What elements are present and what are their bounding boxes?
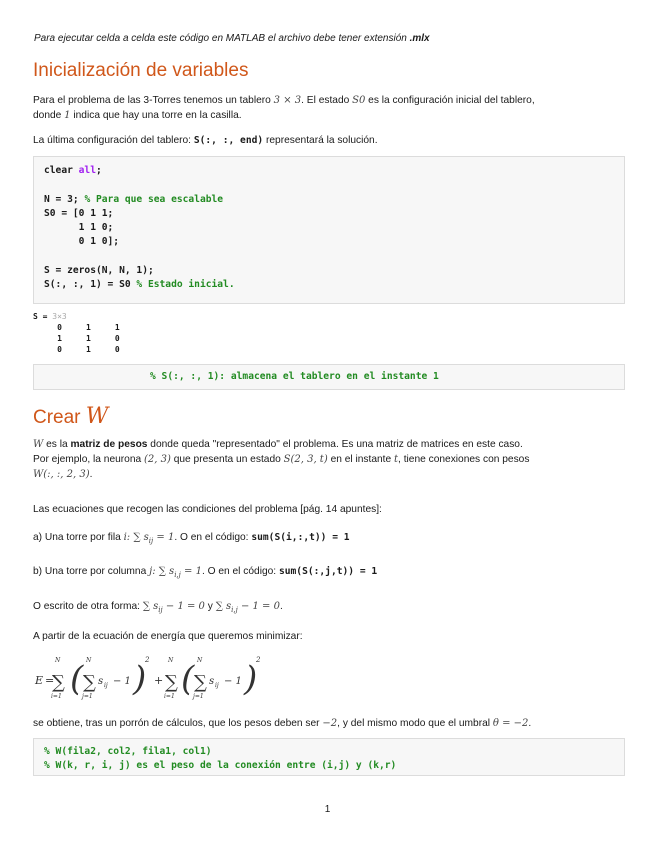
output-S: S = 3×3 0 1 1 1 1 0 0 1 0 [33,312,120,354]
svg-text:): ) [244,659,258,699]
svg-text:N: N [55,657,61,664]
svg-text:ij: ij [215,682,219,689]
code-line: S0 = [0 1 1; [44,207,114,219]
code-comment: % Para que sea escalable [84,193,224,205]
svg-text:2: 2 [256,656,261,664]
paragraph-equations: Las ecuaciones que recogen las condiciones del problema [pág. 14 apuntes]: [33,504,382,515]
code-line: 0 1 0]; [44,236,120,248]
svg-text:i=1: i=1 [164,693,175,700]
code-line: S = zeros(N, N, 1); [44,265,154,277]
code-line: N = 3; [44,193,85,205]
code-block-init[interactable] [33,156,625,304]
svg-text:N: N [86,657,92,664]
code-line: clear [44,165,79,176]
paragraph-weights-result: se obtiene, tras un porrón de cálculos, que los pesos deben ser −2, y del mismo modo que el umbral θ = −2. [33,718,532,729]
paragraph-last-config: La última configuración del tablero: S(:, :, end) representará la solución. [33,135,378,146]
paragraph-energy: A partir de la ecuación de energía que queremos minimizar: [33,631,303,642]
svg-text:): ) [133,659,147,699]
paragraph-other-form: O escrito de otra forma: ∑ $s_{ij} - 1 = 0$ y ∑ $s_{i,j} - 1 = 0$. [33,601,283,615]
svg-text:(: ( [181,659,195,699]
code-rest: ; [95,165,102,176]
svg-text:E: E [35,674,44,687]
svg-text:j=1: j=1 [82,693,93,700]
section-title-init: Inicialización de variables [33,60,249,81]
code-keyword: all [78,165,96,176]
svg-text:(: ( [70,659,84,699]
paragraph-row-condition: a) Una torre por fila i: ∑ $s_{ij} = 1$. O en el código: sum(S(i,:,t)) = 1 [33,532,350,546]
code-block-comment[interactable]: % S(:, :, 1): almacena el tablero en el instante 1 [33,364,625,390]
energy-formula [33,650,293,710]
svg-text:s: s [209,676,215,687]
svg-text:j=1: j=1 [193,693,204,700]
svg-text:=: = [45,674,55,687]
code-line: S(:, :, 1) = S0 [44,279,137,291]
svg-text:N: N [197,657,203,664]
svg-text:ij: ij [104,682,108,689]
svg-text:2: 2 [145,656,150,664]
section-title-W: Crear W [33,404,109,429]
svg-text:s: s [98,676,104,687]
svg-text:− 1: − 1 [224,676,242,687]
svg-text:i=1: i=1 [51,693,62,700]
mlx-note: Para ejecutar celda a celda este código en MATLAB el archivo debe tener extensión .mlx [34,33,430,44]
svg-text:∑: ∑ [52,672,65,693]
paragraph-W-definition: W es la matriz de pesos donde queda "representado" el problema. Es una matriz de matrices en este caso. Por ejemplo, la neurona (2, 3) que presenta un estado S(2, 3, t) en el instante t, tiene conexiones con pesos W(:, :, 2, 3). [33,439,530,480]
page-number: 1 [324,804,331,815]
mlx-extension: .mlx [409,33,430,44]
svg-text:∑: ∑ [194,672,207,693]
paragraph-col-condition: b) Una torre por columna j: ∑ $s_{i,j} = 1$. O en el código: sum(S(:,j,t)) = 1 [33,566,378,580]
svg-text:− 1: − 1 [113,676,131,687]
svg-text:∑: ∑ [165,672,178,693]
svg-text:N: N [168,657,174,664]
svg-text:+: + [154,674,164,687]
code-block-W-comments[interactable]: % W(fila2, col2, fila1, col1) % W(k, r, i, j) es el peso de la conexión entre (i,j) y (k,r) [33,738,625,776]
svg-text:∑: ∑ [83,672,96,693]
paragraph-intro: Para el problema de las 3-Torres tenemos un tablero 3 × 3. El estado S0 es la configuración inicial del tablero, donde 1 indica que hay una torre en la casilla. [33,95,535,121]
code-line: 1 1 0; [44,222,114,234]
code-comment: % Estado inicial. [136,279,235,291]
